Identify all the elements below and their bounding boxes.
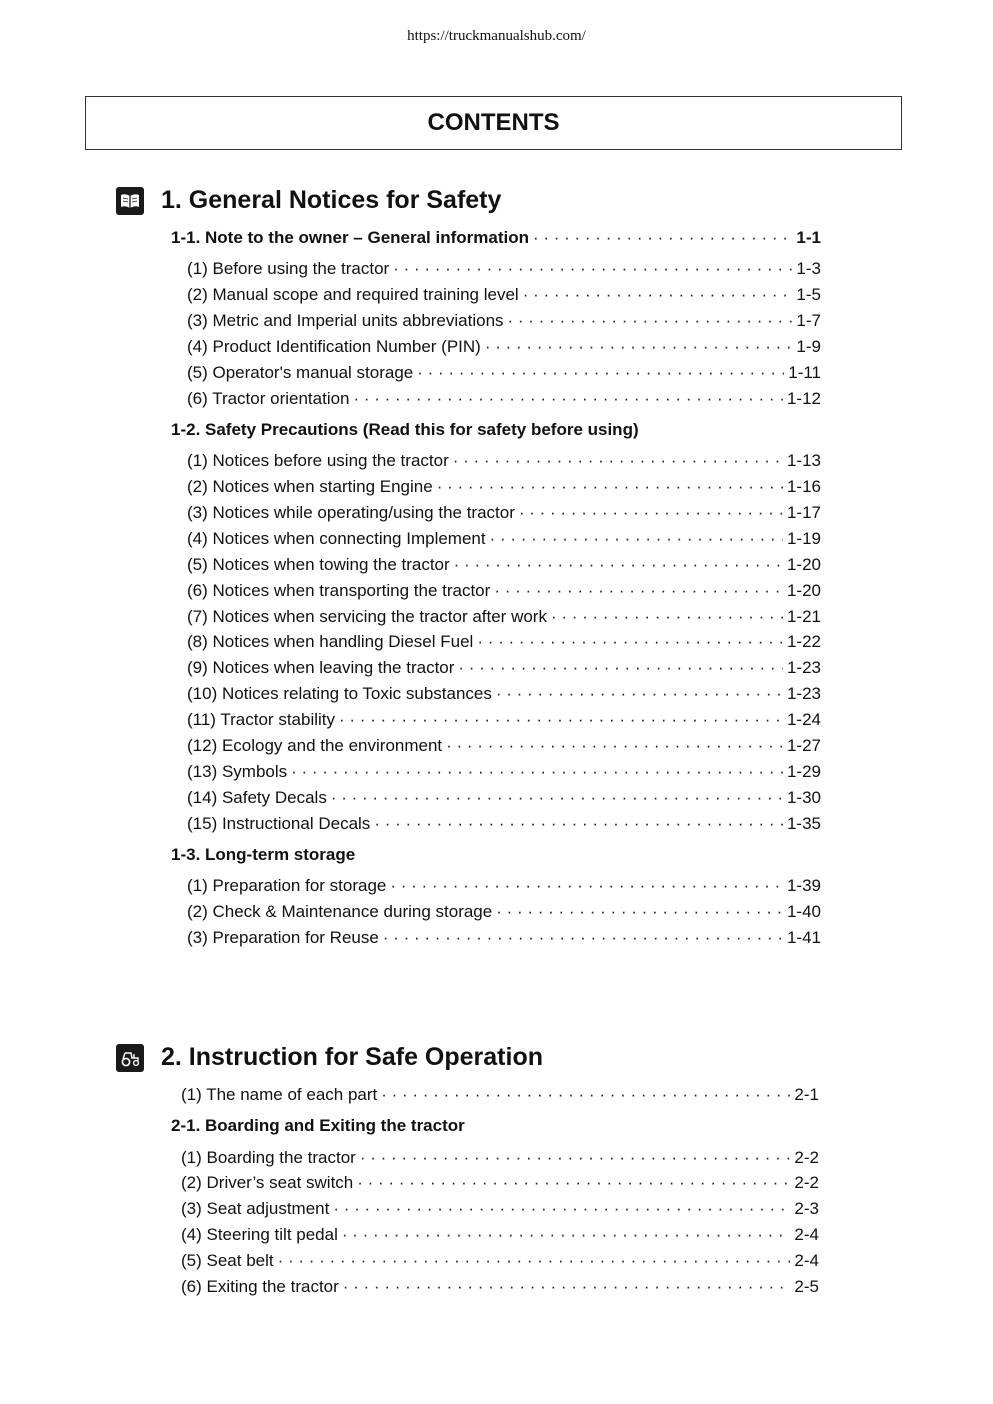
subsection-heading[interactable]: 1-3. Long-term storage bbox=[171, 845, 356, 864]
subsection-heading[interactable]: 1-2. Safety Precautions (Read this for safety before using) bbox=[171, 420, 639, 439]
toc-entry[interactable] bbox=[187, 311, 821, 331]
toc-entry-label: (4) Notices when connecting Implement bbox=[187, 529, 486, 548]
toc-entry-label: (1) The name of each part bbox=[181, 1085, 378, 1104]
toc-entry-page: 2-4 bbox=[794, 1251, 819, 1270]
toc-entry[interactable] bbox=[187, 477, 821, 497]
toc-entry-page: 1-3 bbox=[796, 259, 821, 278]
toc-entry-page: 1-20 bbox=[786, 581, 821, 600]
leader-dots bbox=[490, 529, 783, 549]
leader-dots bbox=[291, 762, 783, 782]
toc-entry[interactable] bbox=[181, 1251, 819, 1271]
toc-entry[interactable] bbox=[181, 1225, 819, 1245]
toc-entry[interactable] bbox=[187, 337, 821, 357]
toc-entry-label: (9) Notices when leaving the tractor bbox=[187, 658, 455, 677]
toc-entry[interactable] bbox=[187, 632, 821, 652]
toc-entry-label: (15) Instructional Decals bbox=[187, 814, 371, 833]
contents-title: CONTENTS bbox=[427, 109, 560, 136]
toc-entry[interactable] bbox=[187, 389, 821, 409]
toc-entry-page: 1-17 bbox=[786, 503, 821, 522]
leader-dots bbox=[390, 876, 783, 896]
leader-dots bbox=[523, 285, 793, 305]
leader-dots bbox=[485, 337, 793, 357]
section-2-heading bbox=[116, 1043, 543, 1072]
toc-entry-label: (3) Seat adjustment bbox=[181, 1199, 330, 1218]
leader-dots bbox=[453, 451, 783, 471]
toc-entry-page: 1-24 bbox=[786, 710, 821, 729]
leader-dots bbox=[374, 814, 783, 834]
leader-dots bbox=[496, 902, 783, 922]
toc-entry-label: (13) Symbols bbox=[187, 762, 288, 781]
toc-entry-page: 2-4 bbox=[794, 1225, 819, 1244]
toc-entry[interactable] bbox=[181, 1173, 819, 1193]
section-1-title: 1. General Notices for Safety bbox=[161, 186, 502, 214]
toc-entry-page: 1-13 bbox=[786, 451, 821, 470]
toc-entry-page: 2-2 bbox=[794, 1173, 819, 1192]
leader-dots bbox=[342, 1225, 791, 1245]
toc-entry-page: 1-41 bbox=[786, 928, 821, 947]
toc-entry[interactable] bbox=[187, 581, 821, 601]
toc-entry-label: (4) Steering tilt pedal bbox=[181, 1225, 338, 1244]
toc-entry-page: 1-12 bbox=[786, 389, 821, 408]
toc-entry-label: (1) Preparation for storage bbox=[187, 876, 387, 895]
toc-entry[interactable] bbox=[187, 788, 821, 808]
toc-entry[interactable] bbox=[187, 363, 821, 383]
toc-entry-label: (3) Preparation for Reuse bbox=[187, 928, 379, 947]
leader-dots bbox=[533, 228, 792, 248]
toc-entry-page: 1-7 bbox=[796, 311, 821, 330]
leader-dots bbox=[446, 736, 783, 756]
toc-entry-label: (2) Manual scope and required training level bbox=[187, 285, 519, 304]
leader-dots bbox=[508, 311, 793, 331]
toc-entry-page: 1-23 bbox=[786, 658, 821, 677]
toc-entry-label: (2) Check & Maintenance during storage bbox=[187, 902, 493, 921]
toc-entry[interactable] bbox=[187, 285, 821, 305]
toc-entry-label: 1-1. Note to the owner – General information bbox=[171, 228, 529, 247]
toc-entry-label: (4) Product Identification Number (PIN) bbox=[187, 337, 481, 356]
toc-entry-label: (8) Notices when handling Diesel Fuel bbox=[187, 632, 474, 651]
toc-entry-page: 1-20 bbox=[786, 555, 821, 574]
toc-entry-label: (5) Seat belt bbox=[181, 1251, 274, 1270]
leader-dots bbox=[381, 1085, 790, 1105]
leader-dots bbox=[393, 259, 792, 279]
leader-dots bbox=[494, 581, 783, 601]
toc-entry-label: (5) Notices when towing the tractor bbox=[187, 555, 450, 574]
leader-dots bbox=[343, 1277, 791, 1297]
toc-entry[interactable] bbox=[187, 259, 821, 279]
leader-dots bbox=[357, 1173, 790, 1193]
toc-entry-page: 1-40 bbox=[786, 902, 821, 921]
toc-entry[interactable] bbox=[187, 814, 821, 834]
toc-entry-label: (12) Ecology and the environment bbox=[187, 736, 443, 755]
toc-entry-page: 1-5 bbox=[796, 285, 821, 304]
leader-dots bbox=[360, 1148, 791, 1168]
toc-entry-page: 1-11 bbox=[788, 363, 821, 382]
section-1-heading bbox=[116, 186, 501, 215]
toc-entry-page: 2-2 bbox=[794, 1148, 819, 1167]
toc-entry[interactable] bbox=[171, 228, 821, 248]
toc-entry-label: (5) Operator's manual storage bbox=[187, 363, 414, 382]
book-icon bbox=[116, 187, 144, 215]
toc-entry-page: 1-29 bbox=[786, 762, 821, 781]
leader-dots bbox=[454, 555, 783, 575]
toc-entry[interactable] bbox=[187, 876, 821, 896]
subsection-heading[interactable]: 2-1. Boarding and Exiting the tractor bbox=[171, 1116, 465, 1135]
leader-dots bbox=[354, 389, 783, 409]
contents-title-box bbox=[85, 96, 902, 150]
toc-entry-label: (6) Tractor orientation bbox=[187, 389, 350, 408]
toc-entry-page: 1-22 bbox=[786, 632, 821, 651]
toc-entry-page: 1-39 bbox=[786, 876, 821, 895]
toc-entry-label: (2) Notices when starting Engine bbox=[187, 477, 433, 496]
leader-dots bbox=[477, 632, 783, 652]
toc-entry-label: (1) Notices before using the tractor bbox=[187, 451, 449, 470]
toc-entry-label: (7) Notices when servicing the tractor after work bbox=[187, 607, 547, 626]
toc-entry[interactable] bbox=[187, 902, 821, 922]
leader-dots bbox=[339, 710, 783, 730]
toc-entry-label: (2) Driver’s seat switch bbox=[181, 1173, 354, 1192]
toc-entry-page: 1-30 bbox=[786, 788, 821, 807]
toc-entry-page: 2-1 bbox=[794, 1085, 819, 1104]
leader-dots bbox=[383, 928, 783, 948]
leader-dots bbox=[331, 788, 783, 808]
toc-entry[interactable] bbox=[181, 1148, 819, 1168]
toc-entry-label: (10) Notices relating to Toxic substances bbox=[187, 684, 492, 703]
toc-entry-label: (3) Metric and Imperial units abbreviations bbox=[187, 311, 504, 330]
leader-dots bbox=[333, 1199, 790, 1219]
toc-entry[interactable] bbox=[187, 451, 821, 471]
toc-entry[interactable] bbox=[181, 1277, 819, 1297]
leader-dots bbox=[496, 684, 783, 704]
leader-dots bbox=[278, 1251, 791, 1271]
toc-entry[interactable] bbox=[187, 555, 821, 575]
leader-dots bbox=[437, 477, 783, 497]
toc-entry[interactable] bbox=[187, 503, 821, 523]
toc-entry[interactable] bbox=[187, 762, 821, 782]
toc-entry-page: 1-23 bbox=[786, 684, 821, 703]
toc-entry-label: (1) Before using the tractor bbox=[187, 259, 390, 278]
toc-entry-label: (14) Safety Decals bbox=[187, 788, 327, 807]
toc-entry[interactable] bbox=[181, 1199, 819, 1219]
toc-entry-label: (6) Notices when transporting the tractor bbox=[187, 581, 491, 600]
toc-entry[interactable] bbox=[187, 684, 821, 704]
source-url: https://truckmanualshub.com/ bbox=[407, 28, 586, 44]
leader-dots bbox=[458, 658, 783, 678]
leader-dots bbox=[519, 503, 783, 523]
tractor-icon bbox=[116, 1044, 144, 1072]
toc-entry-page: 1-9 bbox=[796, 337, 821, 356]
toc-entry[interactable] bbox=[187, 658, 821, 678]
toc-entry-page: 1-19 bbox=[786, 529, 821, 548]
toc-entry-page: 1-35 bbox=[786, 814, 821, 833]
toc-entry-page: 2-5 bbox=[794, 1277, 819, 1296]
toc-entry-label: (3) Notices while operating/using the tractor bbox=[187, 503, 515, 522]
toc-entry[interactable] bbox=[187, 710, 821, 730]
toc-entry[interactable] bbox=[187, 736, 821, 756]
toc-entry[interactable] bbox=[187, 607, 821, 627]
toc-entry-page: 1-16 bbox=[786, 477, 821, 496]
toc-entry-page: 1-27 bbox=[786, 736, 821, 755]
section-2-title: 2. Instruction for Safe Operation bbox=[161, 1043, 543, 1071]
toc-entry-label: (1) Boarding the tractor bbox=[181, 1148, 356, 1167]
toc-entry[interactable] bbox=[187, 529, 821, 549]
leader-dots bbox=[417, 363, 784, 383]
toc-entry[interactable] bbox=[187, 928, 821, 948]
toc-entry[interactable] bbox=[181, 1085, 819, 1105]
toc-entry-page: 1-21 bbox=[786, 607, 821, 626]
toc-entry-label: (11) Tractor stability bbox=[187, 710, 336, 729]
leader-dots bbox=[551, 607, 783, 627]
toc-entry-page: 2-3 bbox=[794, 1199, 819, 1218]
toc-entry-label: (6) Exiting the tractor bbox=[181, 1277, 339, 1296]
toc-entry-page: 1-1 bbox=[796, 228, 821, 247]
